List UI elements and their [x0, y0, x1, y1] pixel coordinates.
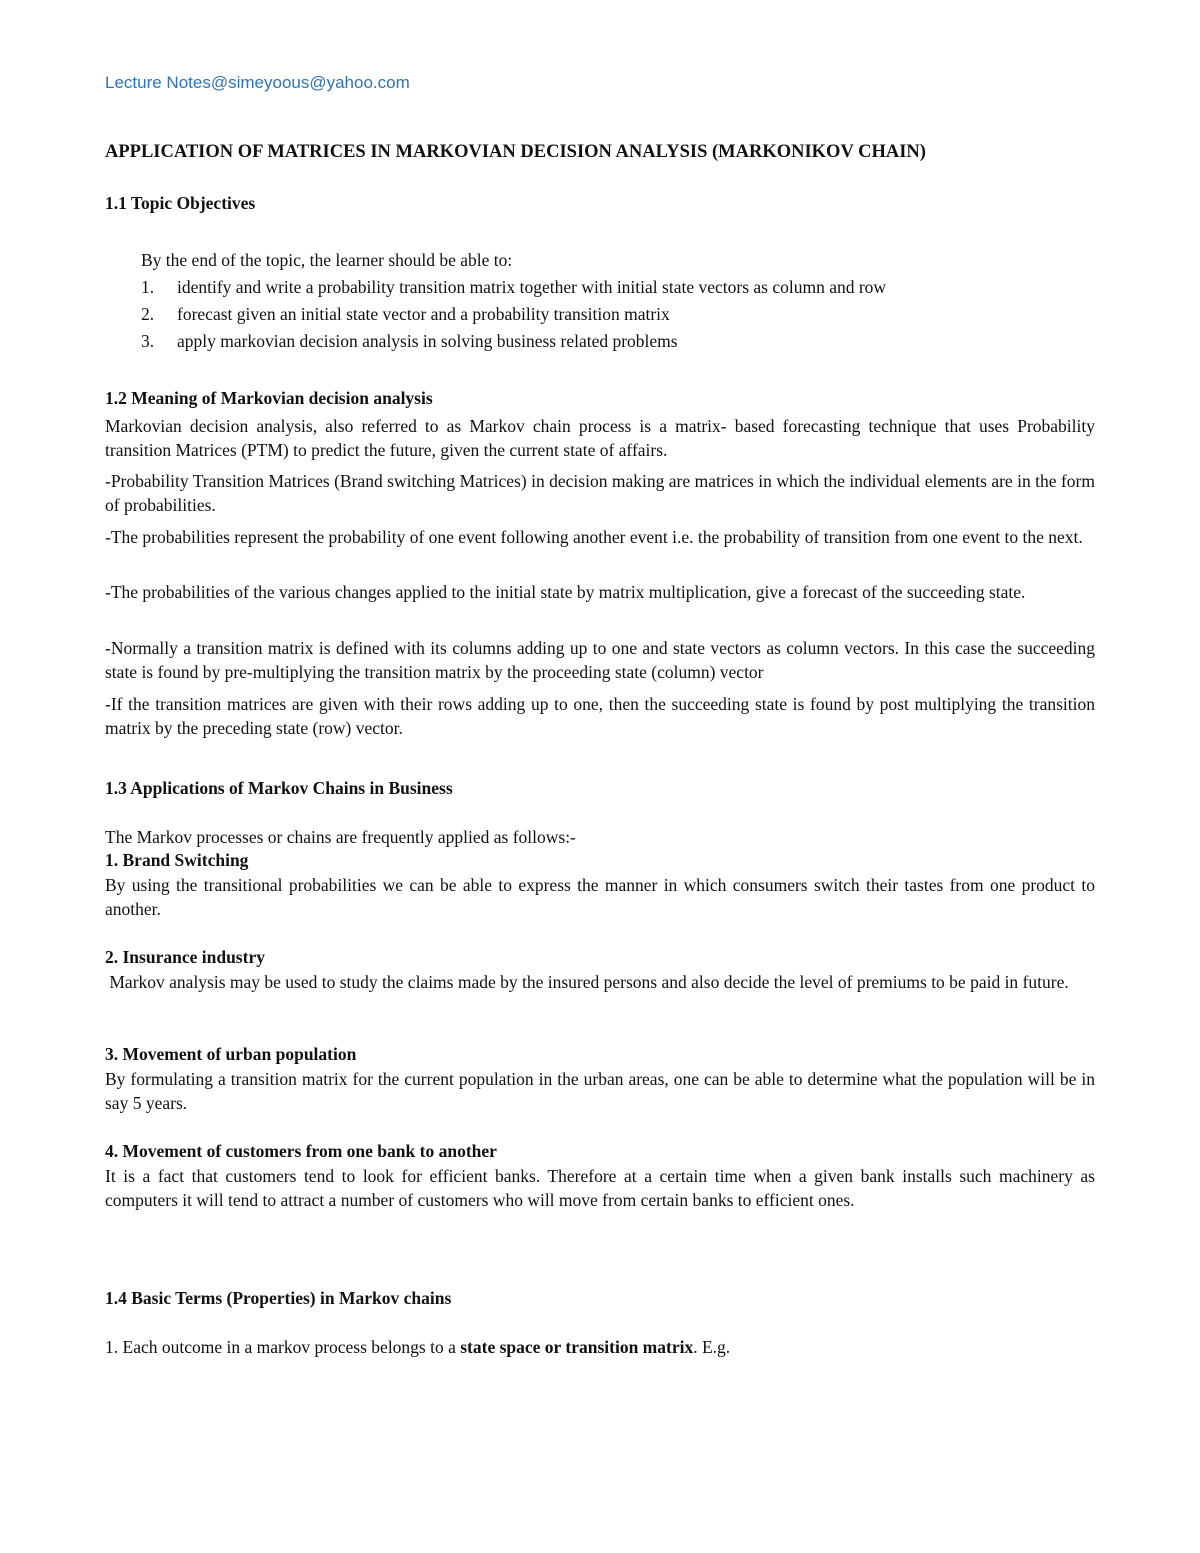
header-note: Lecture Notes@simeyoous@yahoo.com [105, 73, 410, 92]
item-text: apply markovian decision analysis in solving business related problems [177, 331, 678, 351]
section-heading-1-1: 1.1 Topic Objectives [105, 193, 256, 213]
application-text: Markov analysis may be used to study the claims made by the insured persons and also decide the level of premiums to be paid in future. [105, 972, 1069, 992]
line-text: 1. Each outcome in a markov process belongs to a [105, 1337, 461, 1357]
application-title: 3. Movement of urban population [105, 1044, 357, 1064]
item-number: 3. [141, 331, 155, 351]
paragraph: -If the transition matrices are given with their rows adding up to one, then the succeeding state is found by post multiplying the transition matrix by the preceding state (row) vector. [105, 694, 1095, 738]
item-number: 1. [141, 277, 155, 297]
section-heading-1-4: 1.4 Basic Terms (Properties) in Markov chains [105, 1288, 452, 1308]
objectives-intro: By the end of the topic, the learner should be able to: [141, 250, 513, 270]
item-number: 2. [141, 304, 155, 324]
section-heading-1-2: 1.2 Meaning of Markovian decision analysis [105, 388, 433, 408]
objective-item [141, 304, 670, 325]
basic-terms-line [105, 1335, 730, 1359]
line-text: . E.g. [693, 1337, 731, 1357]
application-text: It is a fact that customers tend to look for efficient banks. Therefore at a certain time when a given bank installs such machinery as computers it will tend to attract a number of customers who will move from certain banks to efficient ones. [105, 1166, 1095, 1210]
application-title: 4. Movement of customers from one bank to another [105, 1141, 497, 1161]
application-text: By formulating a transition matrix for the current population in the urban areas, one can be able to determine what the population will be in say 5 years. [105, 1069, 1095, 1113]
bold-term: state space or transition matrix [460, 1337, 694, 1357]
paragraph: -Probability Transition Matrices (Brand switching Matrices) in decision making are matrices in which the individual elements are in the form of probabilities. [105, 471, 1095, 515]
application-text: By using the transitional probabilities we can be able to express the manner in which consumers switch their tastes from one product to another. [105, 875, 1095, 919]
item-text: identify and write a probability transition matrix together with initial state vectors as column and row [177, 277, 887, 297]
item-text: forecast given an initial state vector and a probability transition matrix [177, 304, 670, 324]
application-title: 2. Insurance industry [105, 947, 265, 967]
document-title: APPLICATION OF MATRICES IN MARKOVIAN DECISION ANALYSIS (MARKONIKOV CHAIN) [105, 142, 926, 162]
application-title: 1. Brand Switching [105, 850, 249, 870]
applications-intro: The Markov processes or chains are frequently applied as follows:- [105, 827, 576, 847]
paragraph: -Normally a transition matrix is defined with its columns adding up to one and state vectors as column vectors. In this case the succeeding state is found by pre-multiplying the transition matrix by the proceeding state (column) vector [105, 638, 1095, 682]
paragraph: -The probabilities of the various changes applied to the initial state by matrix multiplication, give a forecast of the succeeding state. [105, 582, 1026, 602]
paragraph: Markovian decision analysis, also referred to as Markov chain process is a matrix- based forecasting technique that uses Probability transition Matrices (PTM) to predict the future, given the current state of affairs. [105, 416, 1095, 460]
objective-item [141, 331, 678, 352]
objective-item [141, 277, 886, 298]
paragraph: -The probabilities represent the probability of one event following another event i.e. the probability of transition from one event to the next. [105, 527, 1083, 547]
section-heading-1-3: 1.3 Applications of Markov Chains in Business [105, 778, 453, 798]
